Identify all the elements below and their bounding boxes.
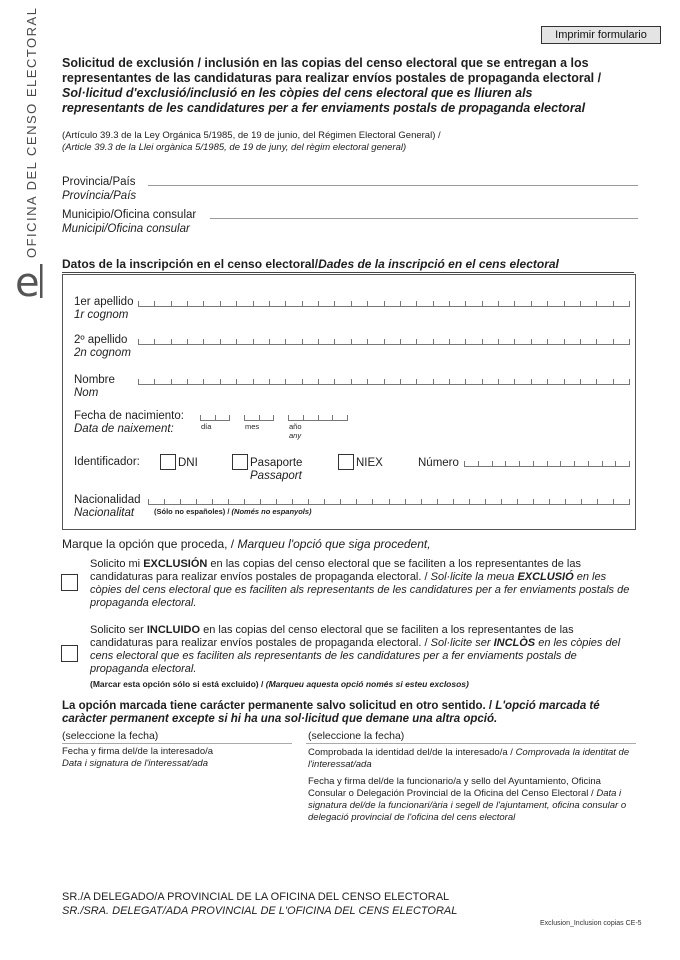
cell-tick: [517, 499, 518, 504]
cell-tick: [547, 461, 548, 466]
cell-tick: [367, 301, 368, 306]
dia-input[interactable]: [200, 412, 230, 421]
cell-tick: [220, 339, 221, 344]
provincia-label: Provincia/País Província/País: [62, 176, 137, 202]
cell-tick: [351, 339, 352, 344]
official-signature-caption: Fecha y firma del/de la funcionario/a y sello del Ayuntamiento, Oficina Consular o Delegación Provincial de la Oficina del Censo Electoral / Data i signatura del/de la funcionari/ària i segell de l'ajuntament, oficina consular o delegació provincial de l'oficina del cens electoral: [308, 776, 627, 823]
cell-tick: [236, 379, 237, 384]
census-data-box: [62, 274, 636, 530]
dni-checkbox[interactable]: [160, 454, 176, 470]
cell-tick: [384, 301, 385, 306]
cell-tick: [229, 415, 230, 420]
cell-tick: [588, 461, 589, 466]
cell-tick: [613, 379, 614, 384]
cell-tick: [581, 499, 582, 504]
cell-tick: [400, 301, 401, 306]
form-title: Solicitud de exclusión / inclusión en las copias del censo electoral que se entregan a los representantes de las candidaturas para realizar envíos postales de propaganda electoral / Sol·licitud d'exclusió/inclusió en les còpies del cens electoral que es lliuren als representants de les candidatures per a fer enviaments postals de propaganda electoral: [62, 56, 602, 115]
cell-tick: [318, 379, 319, 384]
cell-tick: [285, 339, 286, 344]
cell-tick: [416, 301, 417, 306]
cell-tick: [531, 339, 532, 344]
cell-tick: [629, 301, 630, 306]
cell-tick: [273, 415, 274, 420]
cell-tick: [324, 499, 325, 504]
apellido1-input[interactable]: [138, 298, 630, 307]
cell-tick: [276, 499, 277, 504]
recipient-footer: SR./A DELEGADO/A PROVINCIAL DE LA OFICINA DEL CENSO ELECTORAL SR./SRA. DELEGAT/ADA PROVINCIAL DE L'OFICINA DEL CENS ELECTORAL: [62, 891, 458, 917]
cell-tick: [220, 379, 221, 384]
nombre-label: Nombre Nom: [74, 374, 115, 399]
cell-tick: [367, 379, 368, 384]
cell-tick: [351, 379, 352, 384]
cell-tick: [228, 499, 229, 504]
left-date-line: [62, 743, 292, 744]
cell-tick: [482, 301, 483, 306]
pasaporte-checkbox[interactable]: [232, 454, 248, 470]
cell-tick: [244, 499, 245, 504]
cell-tick: [613, 339, 614, 344]
exclusion-checkbox[interactable]: [61, 574, 78, 591]
cell-tick: [629, 499, 630, 504]
cell-tick: [400, 339, 401, 344]
cell-tick: [505, 461, 506, 466]
cell-tick: [629, 379, 630, 384]
provincia-input[interactable]: [148, 185, 638, 186]
inclusion-note: (Marcar esta opción sólo si está excluido) / (Marqueu aquesta opció només si esteu exclosos): [90, 679, 469, 689]
cell-tick: [318, 339, 319, 344]
cell-tick: [531, 301, 532, 306]
cell-tick: [154, 379, 155, 384]
svg-text:e: e: [15, 260, 40, 302]
cell-tick: [514, 301, 515, 306]
cell-tick: [260, 499, 261, 504]
cell-tick: [400, 379, 401, 384]
identificador-label: Identificador:: [74, 456, 140, 468]
cell-tick: [549, 499, 550, 504]
cell-tick: [574, 461, 575, 466]
cell-tick: [449, 339, 450, 344]
cell-tick: [498, 301, 499, 306]
cell-tick: [519, 461, 520, 466]
dia-label: día: [201, 422, 212, 431]
cell-tick: [613, 499, 614, 504]
cell-tick: [449, 301, 450, 306]
cell-tick: [302, 379, 303, 384]
identity-check-caption: Comprobada la identidad del/de la interesado/a / Comprovada la identitat de l'interessat/ada: [308, 747, 630, 770]
mes-input[interactable]: [244, 412, 274, 421]
cell-tick: [560, 461, 561, 466]
left-date-select[interactable]: (seleccione la fecha): [62, 730, 159, 742]
cell-tick: [138, 339, 139, 344]
cell-tick: [453, 499, 454, 504]
cell-tick: [340, 499, 341, 504]
cell-tick: [469, 499, 470, 504]
cell-tick: [564, 339, 565, 344]
cell-tick: [200, 415, 201, 420]
cell-tick: [148, 499, 149, 504]
cell-tick: [597, 499, 598, 504]
apellido2-input[interactable]: [138, 336, 630, 345]
cell-tick: [596, 379, 597, 384]
cell-tick: [437, 499, 438, 504]
cell-tick: [292, 499, 293, 504]
cell-tick: [171, 301, 172, 306]
cell-tick: [253, 379, 254, 384]
cell-tick: [482, 339, 483, 344]
cell-tick: [596, 301, 597, 306]
nacionalidad-input[interactable]: [148, 496, 630, 505]
cell-tick: [302, 301, 303, 306]
cell-tick: [421, 499, 422, 504]
cell-tick: [269, 379, 270, 384]
cell-tick: [433, 339, 434, 344]
cell-tick: [533, 499, 534, 504]
cell-tick: [187, 379, 188, 384]
right-date-line: [306, 743, 636, 744]
cell-tick: [164, 499, 165, 504]
nombre-input[interactable]: [138, 376, 630, 385]
inclusion-option-text: Solicito ser INCLUIDO en las copias del censo electoral que se faciliten a los representantes de las candidaturas para realizar envíos postales de propaganda electoral. / Sol·licite ser INCLÒS en les còpies del cens electoral que es faciliten als representants de les candidatures per a fer enviaments postals de propaganda electoral.: [90, 624, 621, 675]
cell-tick: [351, 301, 352, 306]
section-divider: [62, 272, 634, 273]
cell-tick: [384, 339, 385, 344]
cell-tick: [187, 301, 188, 306]
cell-tick: [564, 379, 565, 384]
cell-tick: [416, 379, 417, 384]
exclusion-option-text: Solicito mi EXCLUSIÓN en las copias del censo electoral que se faciliten a los representantes de las candidaturas para realizar envíos postales de propaganda electoral. / Sol·licite la meua EXCLUSIÓ en les còpies del cens electoral que es faciliten als representants de les candidatures per a fer enviaments postals de propaganda electoral.: [90, 558, 630, 609]
municipio-input[interactable]: [210, 218, 638, 219]
ano-input[interactable]: [288, 412, 348, 421]
form-code: Exclusion_Inclusion copias CE-5: [540, 920, 642, 927]
oficina-censo-logo-icon: [13, 258, 47, 302]
cell-tick: [285, 301, 286, 306]
cell-tick: [478, 461, 479, 466]
left-signature-caption: Fecha y firma del/de la interesado/a Data i signatura de l'interessat/ada: [62, 746, 214, 769]
cell-tick: [492, 461, 493, 466]
cell-tick: [203, 339, 204, 344]
cell-tick: [244, 415, 245, 420]
cell-tick: [154, 301, 155, 306]
cell-tick: [596, 339, 597, 344]
right-date-select[interactable]: (seleccione la fecha): [308, 730, 405, 742]
inclusion-checkbox[interactable]: [61, 645, 78, 662]
cell-tick: [269, 339, 270, 344]
cell-tick: [171, 339, 172, 344]
numero-label: Número: [418, 457, 459, 469]
cell-tick: [138, 301, 139, 306]
cell-tick: [318, 415, 319, 420]
cell-tick: [613, 301, 614, 306]
cell-tick: [372, 499, 373, 504]
cell-tick: [171, 379, 172, 384]
census-section-title: Datos de la inscripción en el censo electoral/Dades de la inscripció en el cens electoral: [62, 257, 559, 271]
print-form-button[interactable]: Imprimir formulario: [541, 26, 661, 44]
cell-tick: [449, 379, 450, 384]
cell-tick: [602, 461, 603, 466]
cell-tick: [220, 301, 221, 306]
cell-tick: [465, 339, 466, 344]
cell-tick: [580, 301, 581, 306]
niex-label: NIEX: [356, 457, 383, 469]
cell-tick: [464, 461, 465, 466]
cell-tick: [547, 379, 548, 384]
cell-tick: [308, 499, 309, 504]
cell-tick: [514, 379, 515, 384]
cell-tick: [303, 415, 304, 420]
cell-tick: [485, 499, 486, 504]
fecha-nacimiento-label: Fecha de nacimiento: Data de naixement:: [74, 410, 184, 435]
cell-tick: [285, 379, 286, 384]
cell-tick: [253, 339, 254, 344]
cell-tick: [138, 379, 139, 384]
cell-tick: [416, 339, 417, 344]
cell-tick: [236, 339, 237, 344]
cell-tick: [501, 499, 502, 504]
cell-tick: [332, 415, 333, 420]
choose-option-text: Marque la opción que proceda, / Marqueu l'opció que siga procedent,: [62, 537, 431, 551]
cell-tick: [334, 301, 335, 306]
ano-label: año: [289, 422, 302, 431]
cell-tick: [465, 301, 466, 306]
cell-tick: [154, 339, 155, 344]
cell-tick: [212, 499, 213, 504]
cell-tick: [547, 301, 548, 306]
cell-tick: [531, 379, 532, 384]
cell-tick: [259, 415, 260, 420]
apellido1-label: 1er apellido 1r cognom: [74, 296, 134, 321]
cell-tick: [236, 301, 237, 306]
cell-tick: [547, 339, 548, 344]
dni-label: DNI: [178, 457, 198, 469]
cell-tick: [334, 379, 335, 384]
cell-tick: [564, 301, 565, 306]
cell-tick: [580, 339, 581, 344]
cell-tick: [433, 379, 434, 384]
cell-tick: [318, 301, 319, 306]
cell-tick: [384, 379, 385, 384]
cell-tick: [498, 379, 499, 384]
cell-tick: [629, 339, 630, 344]
cell-tick: [288, 415, 289, 420]
cell-tick: [580, 379, 581, 384]
cell-tick: [367, 339, 368, 344]
nacionalidad-label: Nacionalidad Nacionalitat: [74, 494, 141, 519]
cell-tick: [347, 415, 348, 420]
municipio-label: Municipio/Oficina consular Municipi/Oficina consular: [62, 209, 197, 235]
cell-tick: [565, 499, 566, 504]
legal-reference: (Artículo 39.3 de la Ley Orgánica 5/1985, de 19 de junio, del Régimen Electoral General) / (Article 39.3 de la Llei orgànica 5/1985, de 19 de juny, del règim electoral general): [62, 130, 441, 153]
cell-tick: [389, 499, 390, 504]
cell-tick: [482, 379, 483, 384]
cell-tick: [533, 461, 534, 466]
cell-tick: [203, 301, 204, 306]
cell-tick: [433, 301, 434, 306]
cell-tick: [187, 339, 188, 344]
apellido2-label: 2º apellido 2n cognom: [74, 334, 131, 359]
cell-tick: [269, 301, 270, 306]
cell-tick: [514, 339, 515, 344]
cell-tick: [405, 499, 406, 504]
any-label: any: [289, 431, 302, 440]
side-brand-text: OFICINA DEL CENSO ELECTORAL: [24, 6, 39, 258]
mes-label: mes: [245, 422, 260, 431]
cell-tick: [334, 339, 335, 344]
cell-tick: [196, 499, 197, 504]
cell-tick: [629, 461, 630, 466]
cell-tick: [615, 461, 616, 466]
cell-tick: [356, 499, 357, 504]
cell-tick: [253, 301, 254, 306]
cell-tick: [215, 415, 216, 420]
numero-input[interactable]: [464, 458, 630, 467]
permanent-notice: La opción marcada tiene carácter permanente salvo solicitud en otro sentido. / L'opció marcada té caràcter permanent excepte si hi ha una sol·licitud que demane una altra opció.: [62, 700, 600, 725]
cell-tick: [302, 339, 303, 344]
pasaporte-label: Pasaporte Passaport: [250, 457, 303, 482]
cell-tick: [180, 499, 181, 504]
cell-tick: [465, 379, 466, 384]
cell-tick: [203, 379, 204, 384]
niex-checkbox[interactable]: [338, 454, 354, 470]
nacionalidad-note: (Sólo no españoles) / (Només no espanyols): [154, 507, 312, 516]
cell-tick: [498, 339, 499, 344]
